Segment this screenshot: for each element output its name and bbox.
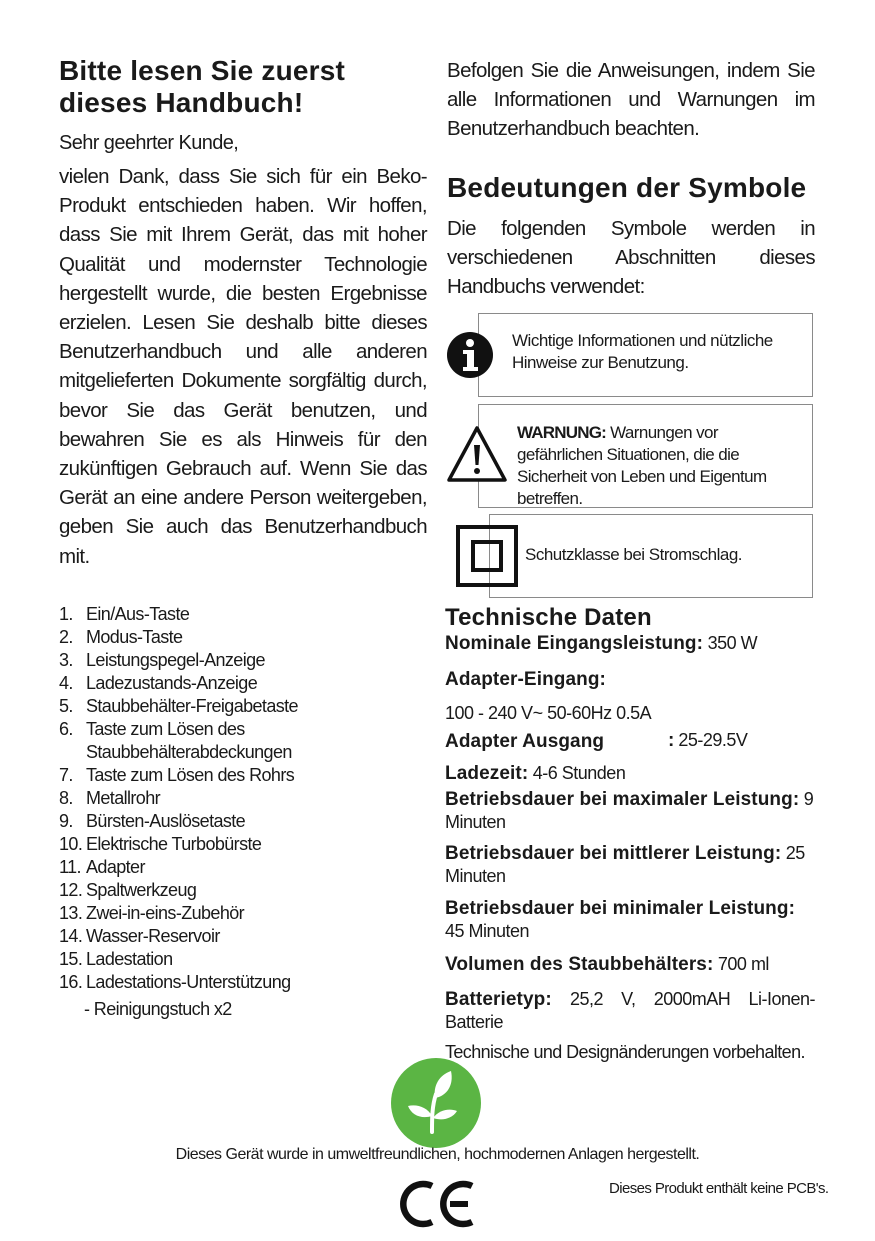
- protection-class-text: Schutzklasse bei Stromschlag.: [525, 545, 742, 564]
- parts-list-text: Leistungspegel-Anzeige: [86, 650, 265, 670]
- spec-adapter-input-label: [445, 668, 815, 691]
- parts-extra-item: - Reinigungstuch x2: [84, 999, 232, 1019]
- spec-runtime-max: [445, 788, 815, 834]
- parts-list-number: 2.: [59, 627, 73, 647]
- parts-list-number: 5.: [59, 696, 73, 716]
- parts-list-number: 16.: [59, 972, 83, 992]
- parts-list-text: Ladestation: [86, 949, 173, 969]
- spec-label: Betriebsdauer bei minimaler Leistung:: [445, 898, 796, 919]
- warning-triangle-icon: [446, 425, 508, 483]
- parts-list-number: 4.: [59, 673, 73, 693]
- spec-dust-container-volume: [445, 953, 815, 976]
- spec-value: 25 Minuten: [445, 843, 805, 886]
- parts-list-text: Taste zum Lösen des Rohrs: [86, 765, 295, 785]
- parts-list-text: Taste zum Lösen des Staubbehälterabdeckungen: [86, 719, 292, 762]
- parts-list-number: 15.: [59, 949, 83, 969]
- parts-list-item: [59, 856, 429, 879]
- parts-list-item: [59, 925, 429, 948]
- parts-list-item: [59, 626, 429, 649]
- spec-adapter-output-value: [668, 730, 747, 752]
- info-icon: [447, 332, 493, 378]
- parts-list-text: Zwei-in-eins-Zubehör: [86, 903, 245, 923]
- spec-label: Betriebsdauer bei mittlerer Leistung:: [445, 843, 782, 864]
- spec-colon: :: [668, 730, 674, 751]
- parts-list-number: 9.: [59, 811, 73, 831]
- parts-list-number: 12.: [59, 880, 83, 900]
- greeting: Sehr geehrter Kunde,: [59, 132, 239, 154]
- leaf-logo-circle: [391, 1058, 481, 1148]
- spec-label: Adapter Ausgang: [445, 731, 605, 752]
- parts-list-number: 7.: [59, 765, 73, 785]
- spec-value: 45 Minuten: [445, 921, 530, 941]
- spec-label: Betriebsdauer bei maximaler Leistung:: [445, 789, 800, 810]
- parts-list-item: [59, 833, 429, 856]
- spec-runtime-mid: [445, 842, 815, 888]
- parts-list-item: [59, 695, 429, 718]
- parts-list-text: Spaltwerkzeug: [86, 880, 197, 900]
- spec-label: Volumen des Staubbehälters:: [445, 954, 714, 975]
- spec-label: Ladezeit:: [445, 763, 529, 784]
- warning-description: Warnungen vor gefährlichen Situationen, die die Sicherheit von Leben und Eigentum betreffen.: [517, 423, 767, 508]
- technical-changes-note: Technische und Designänderungen vorbehalten.: [445, 1042, 805, 1062]
- symbols-intro: Die folgenden Symbole werden in verschiedenen Abschnitten dieses Handbuchs verwendet:: [447, 217, 815, 299]
- parts-list-text: Staubbehälter-Freigabetaste: [86, 696, 298, 716]
- spec-value: 700 ml: [713, 954, 769, 974]
- warning-symbol-text: [517, 422, 807, 510]
- intro-paragraph: vielen Dank, dass Sie sich für ein Beko-Produkt entschieden haben. Wir hoffen, dass Sie mit Ihrem Gerät, das mit hoher Qualität und modernster Technologie hergestellt wurde, die besten Ergebnisse erzielen. Lesen Sie deshalb bitte dieses Benutzerhandbuch und alle anderen mitgelieferten Dokumente sorgfältig durch, bevor Sie das Gerät benutzen, und bewahren Sie es als Hinweis für den zukünftigen Gebrauch auf. Wenn Sie das Gerät an eine andere Person weitergeben, geben Sie auch das Benutzerhandbuch mit.: [59, 165, 427, 568]
- parts-list-text: Ladestations-Unterstützung: [86, 972, 291, 992]
- spec-value: 350 W: [703, 633, 758, 653]
- follow-instructions-text: Befolgen Sie die Anweisungen, indem Sie alle Informationen und Warnungen im Benutzerhandbuch beachten.: [447, 59, 815, 141]
- parts-list-number: 8.: [59, 788, 73, 808]
- parts-list-number: 13.: [59, 903, 83, 923]
- technical-data-heading: Technische Daten: [445, 604, 652, 631]
- spec-nominal-power: [445, 632, 815, 655]
- parts-list-item: [59, 764, 429, 787]
- parts-list-item: [59, 787, 429, 810]
- parts-list-number: 1.: [59, 604, 73, 624]
- parts-list-number: 11.: [59, 857, 81, 877]
- spec-value: 4-6 Stunden: [528, 763, 626, 783]
- eco-production-text: Dieses Gerät wurde in umweltfreundlichen, hochmodernen Anlagen hergestellt.: [175, 1146, 700, 1163]
- parts-list-text: Ladezustands-Anzeige: [86, 673, 258, 693]
- parts-list-text: Modus-Taste: [86, 627, 183, 647]
- page-title: [59, 55, 429, 119]
- parts-list-number: 10.: [59, 834, 83, 854]
- spec-charging-time: [445, 762, 815, 785]
- spec-adapter-output-label: [445, 730, 815, 753]
- parts-list-number: 3.: [59, 650, 73, 670]
- parts-list-item: [59, 971, 429, 994]
- parts-list-number: 14.: [59, 926, 83, 946]
- parts-list-text: Bürsten-Auslösetaste: [86, 811, 246, 831]
- parts-list-item: [59, 879, 429, 902]
- parts-list-item: [59, 948, 429, 971]
- parts-list-item: [59, 672, 429, 695]
- page-title-line2: dieses Handbuch!: [59, 87, 304, 118]
- parts-list-text: Wasser-Reservoir: [86, 926, 220, 946]
- parts-list-text: Adapter: [86, 857, 145, 877]
- spec-value: 25,2 V, 2000mAH Li-Ionen-Batterie: [445, 989, 815, 1032]
- spec-battery-type: [445, 988, 815, 1034]
- parts-list-number: 6.: [59, 719, 73, 739]
- protection-class-icon: [456, 525, 518, 587]
- spec-label: Adapter-Eingang:: [445, 669, 606, 690]
- parts-list-text: Metallrohr: [86, 788, 161, 808]
- warning-label: WARNUNG:: [517, 423, 606, 442]
- spec-adapter-input-value: 100 - 240 V~ 50-60Hz 0.5A: [445, 703, 652, 723]
- leaf-logo: [391, 1058, 481, 1148]
- spec-value: 25-29.5V: [673, 730, 748, 750]
- spec-value: 9 Minuten: [445, 789, 814, 832]
- spec-label: Batterietyp:: [445, 989, 552, 1010]
- symbols-heading: Bedeutungen der Symbole: [447, 172, 807, 203]
- pcb-free-text: Dieses Produkt enthält keine PCB's.: [609, 1180, 829, 1197]
- spec-label: Nominale Eingangsleistung:: [445, 633, 704, 654]
- parts-list-item: [59, 902, 429, 925]
- spec-runtime-min: [445, 897, 815, 943]
- parts-list-item: [59, 649, 429, 672]
- parts-list-item: [59, 603, 429, 626]
- parts-list-text: Ein/Aus-Taste: [86, 604, 190, 624]
- ce-mark: [398, 1178, 478, 1230]
- parts-list-text: Elektrische Turbobürste: [86, 834, 262, 854]
- parts-list: [59, 603, 429, 994]
- parts-list-item: [59, 810, 429, 833]
- page-title-line1: Bitte lesen Sie zuerst: [59, 55, 346, 86]
- info-symbol-text: Wichtige Informationen und nützliche Hinweise zur Benutzung.: [512, 331, 773, 372]
- parts-list-item: [59, 718, 429, 764]
